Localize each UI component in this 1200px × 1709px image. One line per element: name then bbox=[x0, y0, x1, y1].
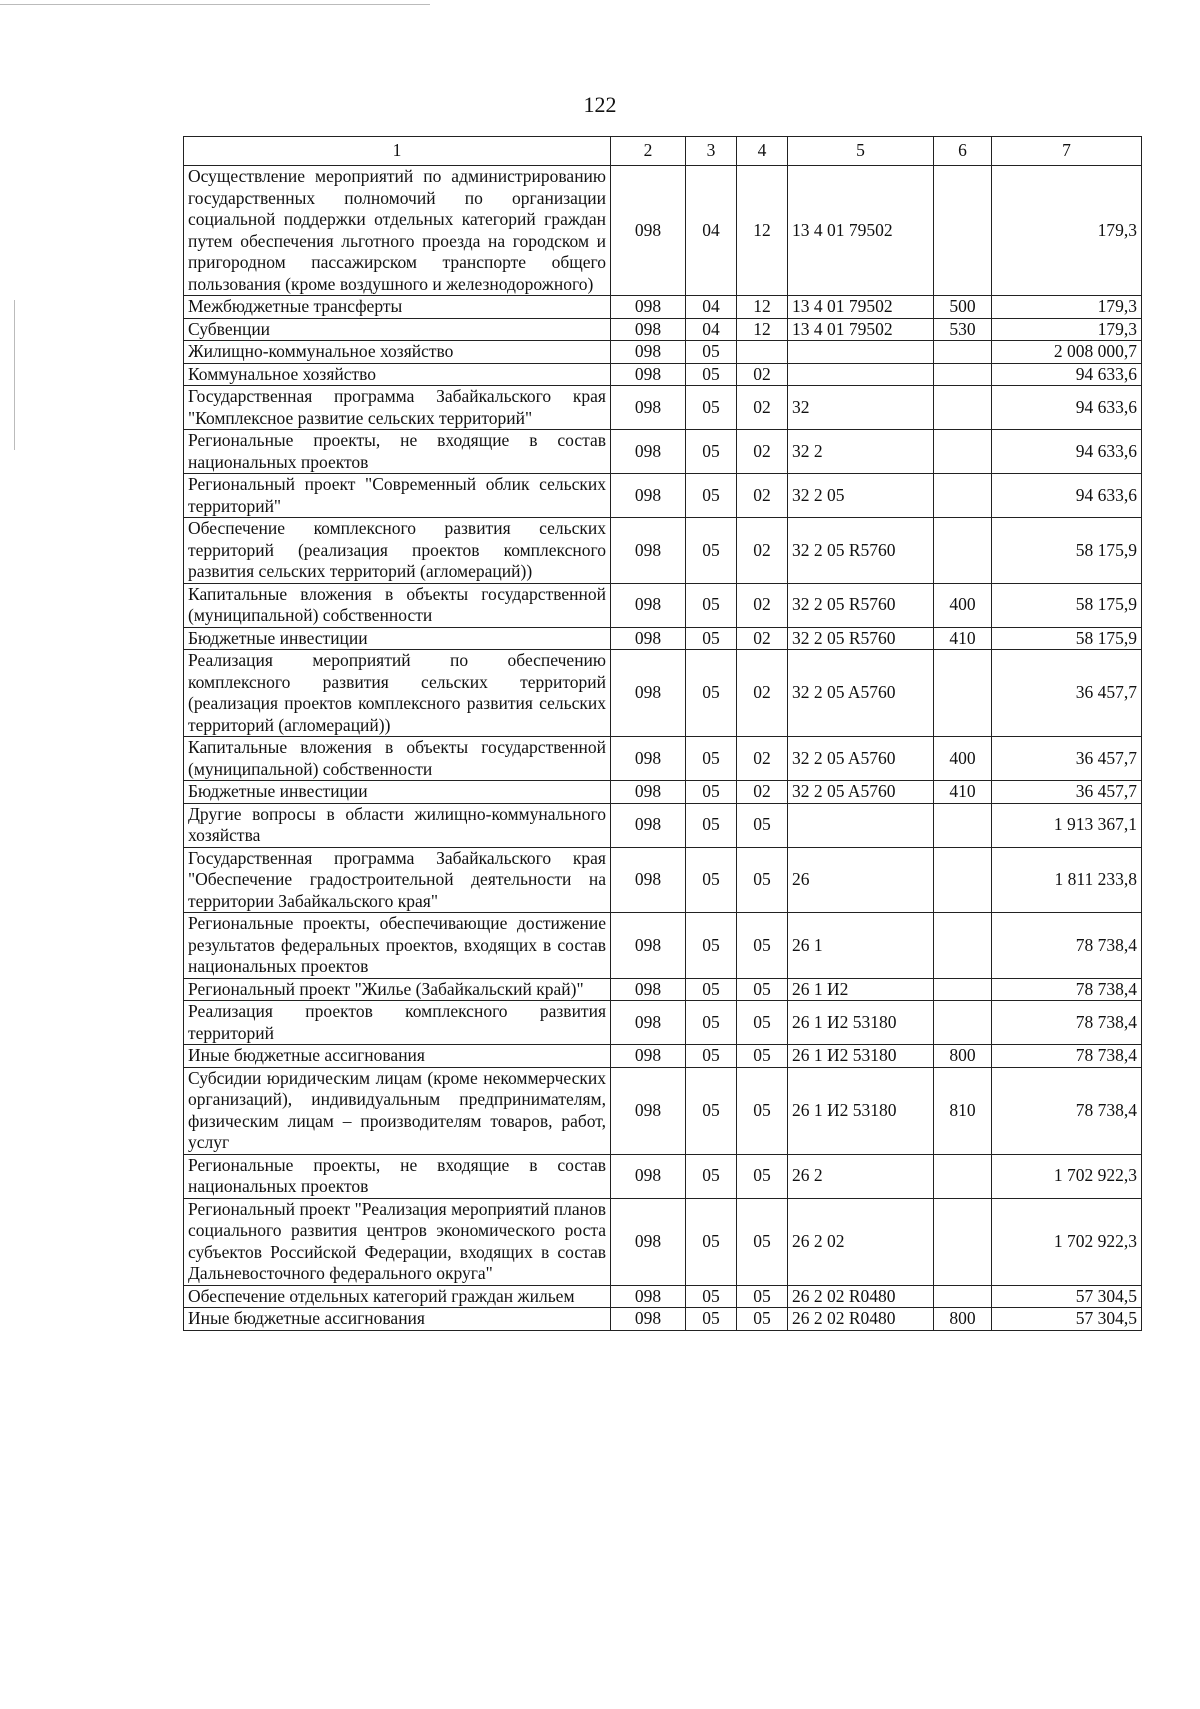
ministry-code-cell: 098 bbox=[611, 341, 686, 364]
budget-table bbox=[183, 136, 1142, 1331]
section-code-cell: 05 bbox=[686, 1067, 737, 1154]
ministry-code-cell: 098 bbox=[611, 296, 686, 319]
expense-type-cell: 530 bbox=[934, 318, 992, 341]
ministry-code-cell: 098 bbox=[611, 1308, 686, 1331]
table-row bbox=[184, 1198, 1142, 1285]
item-name-cell: Осуществление мероприятий по администрированию государственных полномочий по организации социальной поддержки отдельных категорий граждан путем обеспечения льготного проезда на городском и пригородном пассажирском транспорте общего пользования (кроме воздушного и железнодорожного) bbox=[184, 166, 611, 296]
section-code-cell: 05 bbox=[686, 737, 737, 781]
target-article-cell: 13 4 01 79502 bbox=[788, 166, 934, 296]
table-header-row bbox=[184, 137, 1142, 166]
subsection-code-cell: 05 bbox=[737, 913, 788, 979]
expense-type-cell: 400 bbox=[934, 737, 992, 781]
scan-edge-top bbox=[0, 4, 430, 5]
expense-type-cell bbox=[934, 650, 992, 737]
item-name-cell: Обеспечение отдельных категорий граждан жильем bbox=[184, 1285, 611, 1308]
target-article-cell: 26 1 И2 53180 bbox=[788, 1001, 934, 1045]
amount-cell: 179,3 bbox=[992, 166, 1142, 296]
subsection-code-cell: 12 bbox=[737, 318, 788, 341]
amount-cell: 36 457,7 bbox=[992, 737, 1142, 781]
expense-type-cell bbox=[934, 1154, 992, 1198]
section-code-cell: 05 bbox=[686, 1001, 737, 1045]
page-number: 122 bbox=[583, 92, 617, 117]
ministry-code-cell: 098 bbox=[611, 650, 686, 737]
amount-cell: 94 633,6 bbox=[992, 474, 1142, 518]
expense-type-cell: 810 bbox=[934, 1067, 992, 1154]
item-name-cell: Жилищно-коммунальное хозяйство bbox=[184, 341, 611, 364]
amount-cell: 78 738,4 bbox=[992, 1001, 1142, 1045]
amount-cell: 78 738,4 bbox=[992, 1067, 1142, 1154]
item-name-cell: Государственная программа Забайкальского края "Комплексное развитие сельских территорий" bbox=[184, 386, 611, 430]
subsection-code-cell: 02 bbox=[737, 781, 788, 804]
expense-type-cell bbox=[934, 803, 992, 847]
target-article-cell: 13 4 01 79502 bbox=[788, 318, 934, 341]
column-header: 6 bbox=[934, 137, 992, 166]
amount-cell: 78 738,4 bbox=[992, 913, 1142, 979]
section-code-cell: 05 bbox=[686, 847, 737, 913]
item-name-cell: Обеспечение комплексного развития сельских территорий (реализация проектов комплексного развития сельских территорий (агломераций)) bbox=[184, 518, 611, 584]
table-row bbox=[184, 737, 1142, 781]
expense-type-cell bbox=[934, 847, 992, 913]
ministry-code-cell: 098 bbox=[611, 583, 686, 627]
column-header: 3 bbox=[686, 137, 737, 166]
section-code-cell: 05 bbox=[686, 363, 737, 386]
table-row bbox=[184, 1285, 1142, 1308]
subsection-code-cell: 05 bbox=[737, 1285, 788, 1308]
item-name-cell: Капитальные вложения в объекты государственной (муниципальной) собственности bbox=[184, 583, 611, 627]
column-header: 5 bbox=[788, 137, 934, 166]
section-code-cell: 05 bbox=[686, 1285, 737, 1308]
target-article-cell: 26 2 02 R0480 bbox=[788, 1285, 934, 1308]
section-code-cell: 05 bbox=[686, 781, 737, 804]
amount-cell: 1 811 233,8 bbox=[992, 847, 1142, 913]
column-header: 7 bbox=[992, 137, 1142, 166]
ministry-code-cell: 098 bbox=[611, 781, 686, 804]
table-row bbox=[184, 1308, 1142, 1331]
section-code-cell: 05 bbox=[686, 913, 737, 979]
table-row bbox=[184, 583, 1142, 627]
subsection-code-cell: 05 bbox=[737, 847, 788, 913]
expense-type-cell bbox=[934, 341, 992, 364]
section-code-cell: 05 bbox=[686, 1198, 737, 1285]
ministry-code-cell: 098 bbox=[611, 474, 686, 518]
amount-cell: 58 175,9 bbox=[992, 627, 1142, 650]
section-code-cell: 05 bbox=[686, 627, 737, 650]
subsection-code-cell: 05 bbox=[737, 803, 788, 847]
table-row bbox=[184, 474, 1142, 518]
table-row bbox=[184, 1067, 1142, 1154]
item-name-cell: Региональный проект "Реализация мероприятий планов социального развития центров экономического роста субъектов Российской Федерации, входящих в состав Дальневосточного федерального округа" bbox=[184, 1198, 611, 1285]
subsection-code-cell: 05 bbox=[737, 1001, 788, 1045]
table-row bbox=[184, 341, 1142, 364]
amount-cell: 58 175,9 bbox=[992, 583, 1142, 627]
subsection-code-cell: 05 bbox=[737, 1308, 788, 1331]
subsection-code-cell: 02 bbox=[737, 583, 788, 627]
ministry-code-cell: 098 bbox=[611, 737, 686, 781]
amount-cell: 57 304,5 bbox=[992, 1285, 1142, 1308]
expense-type-cell: 800 bbox=[934, 1045, 992, 1068]
item-name-cell: Региональные проекты, не входящие в состав национальных проектов bbox=[184, 1154, 611, 1198]
table-row bbox=[184, 650, 1142, 737]
ministry-code-cell: 098 bbox=[611, 978, 686, 1001]
ministry-code-cell: 098 bbox=[611, 1067, 686, 1154]
ministry-code-cell: 098 bbox=[611, 1045, 686, 1068]
table-row bbox=[184, 318, 1142, 341]
ministry-code-cell: 098 bbox=[611, 1001, 686, 1045]
section-code-cell: 05 bbox=[686, 386, 737, 430]
column-header: 2 bbox=[611, 137, 686, 166]
amount-cell: 179,3 bbox=[992, 296, 1142, 319]
table-row bbox=[184, 781, 1142, 804]
ministry-code-cell: 098 bbox=[611, 847, 686, 913]
subsection-code-cell: 02 bbox=[737, 474, 788, 518]
subsection-code-cell: 05 bbox=[737, 1067, 788, 1154]
item-name-cell: Региональный проект "Современный облик сельских территорий" bbox=[184, 474, 611, 518]
column-header: 1 bbox=[184, 137, 611, 166]
amount-cell: 94 633,6 bbox=[992, 363, 1142, 386]
ministry-code-cell: 098 bbox=[611, 1285, 686, 1308]
table-body bbox=[184, 166, 1142, 1331]
target-article-cell: 32 bbox=[788, 386, 934, 430]
expense-type-cell: 800 bbox=[934, 1308, 992, 1331]
ministry-code-cell: 098 bbox=[611, 166, 686, 296]
ministry-code-cell: 098 bbox=[611, 430, 686, 474]
target-article-cell: 26 2 bbox=[788, 1154, 934, 1198]
expense-type-cell bbox=[934, 474, 992, 518]
expense-type-cell bbox=[934, 430, 992, 474]
amount-cell: 2 008 000,7 bbox=[992, 341, 1142, 364]
amount-cell: 1 702 922,3 bbox=[992, 1154, 1142, 1198]
amount-cell: 94 633,6 bbox=[992, 430, 1142, 474]
table-row bbox=[184, 518, 1142, 584]
target-article-cell: 13 4 01 79502 bbox=[788, 296, 934, 319]
section-code-cell: 05 bbox=[686, 803, 737, 847]
subsection-code-cell: 05 bbox=[737, 978, 788, 1001]
subsection-code-cell: 02 bbox=[737, 627, 788, 650]
ministry-code-cell: 098 bbox=[611, 1198, 686, 1285]
table-row bbox=[184, 363, 1142, 386]
item-name-cell: Бюджетные инвестиции bbox=[184, 781, 611, 804]
section-code-cell: 05 bbox=[686, 430, 737, 474]
item-name-cell: Другие вопросы в области жилищно-коммунального хозяйства bbox=[184, 803, 611, 847]
target-article-cell: 26 2 02 R0480 bbox=[788, 1308, 934, 1331]
table-row bbox=[184, 1045, 1142, 1068]
section-code-cell: 04 bbox=[686, 296, 737, 319]
ministry-code-cell: 098 bbox=[611, 318, 686, 341]
expense-type-cell bbox=[934, 386, 992, 430]
ministry-code-cell: 098 bbox=[611, 913, 686, 979]
item-name-cell: Субвенции bbox=[184, 318, 611, 341]
section-code-cell: 05 bbox=[686, 650, 737, 737]
ministry-code-cell: 098 bbox=[611, 1154, 686, 1198]
section-code-cell: 05 bbox=[686, 1045, 737, 1068]
expense-type-cell bbox=[934, 1198, 992, 1285]
amount-cell: 94 633,6 bbox=[992, 386, 1142, 430]
amount-cell: 1 702 922,3 bbox=[992, 1198, 1142, 1285]
table-row bbox=[184, 913, 1142, 979]
section-code-cell: 04 bbox=[686, 318, 737, 341]
section-code-cell: 05 bbox=[686, 1154, 737, 1198]
section-code-cell: 05 bbox=[686, 1308, 737, 1331]
ministry-code-cell: 098 bbox=[611, 803, 686, 847]
target-article-cell: 26 1 И2 53180 bbox=[788, 1045, 934, 1068]
table-row bbox=[184, 1001, 1142, 1045]
expense-type-cell bbox=[934, 166, 992, 296]
ministry-code-cell: 098 bbox=[611, 627, 686, 650]
target-article-cell: 32 2 05 bbox=[788, 474, 934, 518]
table-row bbox=[184, 847, 1142, 913]
amount-cell: 58 175,9 bbox=[992, 518, 1142, 584]
section-code-cell: 05 bbox=[686, 583, 737, 627]
item-name-cell: Капитальные вложения в объекты государственной (муниципальной) собственности bbox=[184, 737, 611, 781]
amount-cell: 179,3 bbox=[992, 318, 1142, 341]
subsection-code-cell: 02 bbox=[737, 650, 788, 737]
table-row bbox=[184, 386, 1142, 430]
item-name-cell: Региональные проекты, обеспечивающие достижение результатов федеральных проектов, входящих в состав национальных проектов bbox=[184, 913, 611, 979]
table-row bbox=[184, 978, 1142, 1001]
item-name-cell: Иные бюджетные ассигнования bbox=[184, 1045, 611, 1068]
subsection-code-cell: 02 bbox=[737, 363, 788, 386]
column-header: 4 bbox=[737, 137, 788, 166]
item-name-cell: Иные бюджетные ассигнования bbox=[184, 1308, 611, 1331]
item-name-cell: Коммунальное хозяйство bbox=[184, 363, 611, 386]
table-row bbox=[184, 1154, 1142, 1198]
target-article-cell bbox=[788, 341, 934, 364]
amount-cell: 36 457,7 bbox=[992, 781, 1142, 804]
amount-cell: 1 913 367,1 bbox=[992, 803, 1142, 847]
target-article-cell: 32 2 05 A5760 bbox=[788, 781, 934, 804]
amount-cell: 78 738,4 bbox=[992, 978, 1142, 1001]
target-article-cell: 32 2 05 A5760 bbox=[788, 650, 934, 737]
expense-type-cell bbox=[934, 1285, 992, 1308]
target-article-cell bbox=[788, 803, 934, 847]
subsection-code-cell: 05 bbox=[737, 1198, 788, 1285]
target-article-cell bbox=[788, 363, 934, 386]
ministry-code-cell: 098 bbox=[611, 386, 686, 430]
subsection-code-cell: 02 bbox=[737, 518, 788, 584]
item-name-cell: Региональный проект "Жилье (Забайкальский край)" bbox=[184, 978, 611, 1001]
expense-type-cell bbox=[934, 518, 992, 584]
table-row bbox=[184, 803, 1142, 847]
expense-type-cell bbox=[934, 978, 992, 1001]
expense-type-cell bbox=[934, 913, 992, 979]
item-name-cell: Субсидии юридическим лицам (кроме некоммерческих организаций), индивидуальным предпринимателям, физическим лицам – производителям товаров, работ, услуг bbox=[184, 1067, 611, 1154]
amount-cell: 57 304,5 bbox=[992, 1308, 1142, 1331]
subsection-code-cell: 02 bbox=[737, 737, 788, 781]
subsection-code-cell: 12 bbox=[737, 166, 788, 296]
section-code-cell: 05 bbox=[686, 518, 737, 584]
amount-cell: 36 457,7 bbox=[992, 650, 1142, 737]
expense-type-cell: 500 bbox=[934, 296, 992, 319]
target-article-cell: 26 1 И2 bbox=[788, 978, 934, 1001]
item-name-cell: Региональные проекты, не входящие в состав национальных проектов bbox=[184, 430, 611, 474]
target-article-cell: 32 2 05 R5760 bbox=[788, 518, 934, 584]
target-article-cell: 32 2 bbox=[788, 430, 934, 474]
table-row bbox=[184, 296, 1142, 319]
target-article-cell: 26 1 И2 53180 bbox=[788, 1067, 934, 1154]
subsection-code-cell: 12 bbox=[737, 296, 788, 319]
amount-cell: 78 738,4 bbox=[992, 1045, 1142, 1068]
table-row bbox=[184, 627, 1142, 650]
target-article-cell: 26 bbox=[788, 847, 934, 913]
target-article-cell: 32 2 05 R5760 bbox=[788, 583, 934, 627]
expense-type-cell: 410 bbox=[934, 627, 992, 650]
expense-type-cell: 400 bbox=[934, 583, 992, 627]
expense-type-cell: 410 bbox=[934, 781, 992, 804]
section-code-cell: 05 bbox=[686, 341, 737, 364]
table-row bbox=[184, 166, 1142, 296]
subsection-code-cell: 02 bbox=[737, 386, 788, 430]
section-code-cell: 05 bbox=[686, 474, 737, 518]
item-name-cell: Межбюджетные трансферты bbox=[184, 296, 611, 319]
scan-edge-left bbox=[14, 300, 15, 450]
target-article-cell: 26 1 bbox=[788, 913, 934, 979]
table-row bbox=[184, 430, 1142, 474]
item-name-cell: Реализация проектов комплексного развития территорий bbox=[184, 1001, 611, 1045]
target-article-cell: 32 2 05 R5760 bbox=[788, 627, 934, 650]
item-name-cell: Бюджетные инвестиции bbox=[184, 627, 611, 650]
target-article-cell: 32 2 05 A5760 bbox=[788, 737, 934, 781]
subsection-code-cell: 05 bbox=[737, 1045, 788, 1068]
ministry-code-cell: 098 bbox=[611, 518, 686, 584]
expense-type-cell bbox=[934, 363, 992, 386]
item-name-cell: Государственная программа Забайкальского края "Обеспечение градостроительной деятельности на территории Забайкальского края" bbox=[184, 847, 611, 913]
section-code-cell: 04 bbox=[686, 166, 737, 296]
section-code-cell: 05 bbox=[686, 978, 737, 1001]
target-article-cell: 26 2 02 bbox=[788, 1198, 934, 1285]
subsection-code-cell: 02 bbox=[737, 430, 788, 474]
ministry-code-cell: 098 bbox=[611, 363, 686, 386]
expense-type-cell bbox=[934, 1001, 992, 1045]
item-name-cell: Реализация мероприятий по обеспечению комплексного развития сельских территорий (реализация проектов комплексного развития сельских территорий (агломераций)) bbox=[184, 650, 611, 737]
subsection-code-cell bbox=[737, 341, 788, 364]
subsection-code-cell: 05 bbox=[737, 1154, 788, 1198]
